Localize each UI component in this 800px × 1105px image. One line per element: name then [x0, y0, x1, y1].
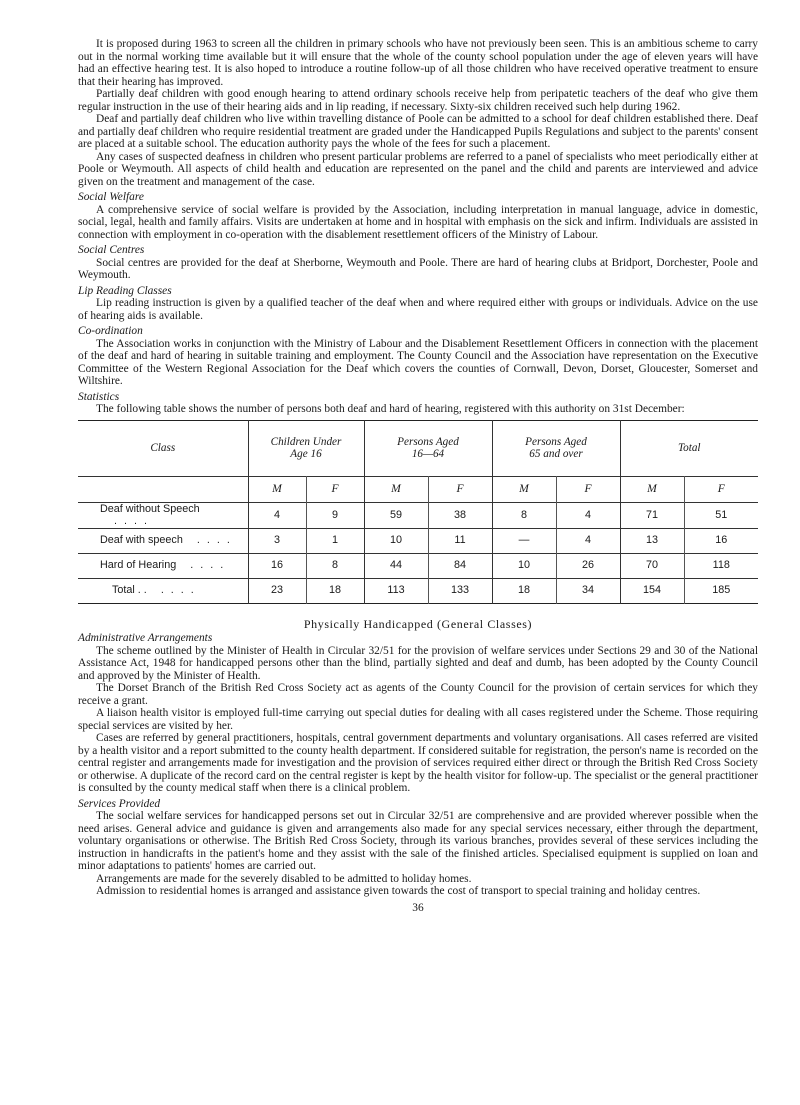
row-label — [78, 578, 248, 603]
table-cell: 16 — [684, 528, 758, 553]
sub-header-m: M — [492, 476, 556, 502]
row-label — [78, 553, 248, 578]
table-cell: 71 — [620, 502, 684, 528]
paragraph: The following table shows the number of persons both deaf and hard of hearing, registered with this authority on 31st December: — [96, 403, 685, 415]
sub-header-m: M — [364, 476, 428, 502]
table-cell: 18 — [306, 578, 364, 603]
paragraph: Social centres are provided for the deaf at Sherborne, Weymouth and Poole. There are hard of hearing clubs at Bridport, Dorchester, Poole and Weymouth. — [78, 256, 758, 281]
section-heading-physically-handicapped: Physically Handicapped (General Classes) — [303, 616, 533, 631]
table-cell: 18 — [492, 578, 556, 603]
sub-header-m: M — [248, 476, 306, 502]
table-cell: 51 — [684, 502, 758, 528]
row-label-text: Total . . — [112, 584, 147, 597]
header-line: 16—64 — [411, 448, 445, 460]
leader-dots: . . . . — [114, 515, 149, 527]
table-cell: 23 — [248, 578, 306, 603]
table-row — [78, 502, 758, 528]
table-cell: 10 — [364, 528, 428, 553]
column-header-65-over — [492, 420, 620, 476]
table-cell: 59 — [364, 502, 428, 528]
paragraph: A comprehensive service of social welfare is provided by the Association, including interpretation in manual language, advice in domestic, social, legal, health and family affairs. Visits are undertaken at home and in hospital with emphasis on the sick and infirm. Individuals are assisted in connection with employment in co-operation with the disablement resettlement officers of the Ministry of Labour. — [78, 203, 758, 241]
table-cell: 185 — [684, 578, 758, 603]
column-header-total: Total — [620, 420, 758, 476]
table-cell: 8 — [306, 553, 364, 578]
page-number: 36 — [412, 901, 424, 914]
sub-header-m: M — [620, 476, 684, 502]
row-label — [78, 528, 248, 553]
table-row — [78, 528, 758, 553]
row-label-text: Deaf with speech — [100, 534, 183, 547]
row-label — [78, 502, 248, 528]
table-cell: 13 — [620, 528, 684, 553]
paragraph: A liaison health visitor is employed full-time carrying out special duties for dealing with all cases registered under the Scheme. Those requiring special services are visited by her. — [78, 707, 758, 732]
table-cell: 4 — [248, 502, 306, 528]
sub-header-f: F — [556, 476, 620, 502]
table-cell: — — [492, 528, 556, 553]
paragraph: The Association works in conjunction with the Ministry of Labour and the Disablement Resettlement Officers in connection with the placement of the deaf and hard of hearing in suitable training and employment. The County Council and the Association have representation on the Executive Committee of the Western Regional Association for the Deaf which covers the counties of Cornwall, Devon, Dorset, Gloucester, Somerset and Wiltshire. — [78, 337, 758, 387]
paragraph: The Dorset Branch of the British Red Cross Society act as agents of the County Council for the provision of certain services for which they receive a grant. — [78, 682, 758, 707]
table-cell: 44 — [364, 553, 428, 578]
section-heading-statistics: Statistics — [78, 390, 120, 403]
table-cell: 154 — [620, 578, 684, 603]
table-cell: 84 — [428, 553, 492, 578]
table-cell: 16 — [248, 553, 306, 578]
header-line: 65 and over — [529, 448, 583, 460]
column-header-under-16 — [248, 420, 364, 476]
header-line: Persons Aged — [397, 436, 459, 448]
table-cell: 4 — [556, 528, 620, 553]
section-heading-social-centres: Social Centres — [78, 244, 145, 256]
sub-header-f: F — [428, 476, 492, 502]
section-heading-social-welfare: Social Welfare — [78, 191, 144, 203]
paragraph: Any cases of suspected deafness in children who present particular problems are referred to a panel of specialists who meet periodically either at Poole or Weymouth. All aspects of child health and education are represented on the panel and the child and parents are interviewed and advice given on the treatment and management of the case. — [78, 150, 758, 188]
leader-dots: . . . . — [160, 584, 196, 597]
header-line: Children Under — [270, 436, 342, 448]
statistics-table — [78, 420, 758, 604]
paragraph: Deaf and partially deaf children who live within travelling distance of Poole can be admitted to a school for deaf children established there. Deaf and partially deaf children who require residential treatment are graded under the Handicapped Pupils Regulations and subject to the parents' consent are placed at a suitable school. The education authority pays the whole of the fees for such a placement. — [78, 113, 758, 150]
empty-cell — [78, 476, 248, 502]
row-label-text: Hard of Hearing — [100, 559, 177, 572]
table-cell: 113 — [364, 578, 428, 603]
table-cell: 38 — [428, 502, 492, 528]
table-cell: 1 — [306, 528, 364, 553]
sub-header-f: F — [684, 476, 758, 502]
sub-header-f: F — [306, 476, 364, 502]
paragraph: The scheme outlined by the Minister of Health in Circular 32/51 for the provision of welfare services under Sections 29 and 30 of the National Assistance Act, 1948 for handicapped persons other than the blind, partially sighted and deaf and dumb, has been adopted by the County Council and approved by the Minister of Health. — [78, 644, 758, 682]
leader-dots: . . . . — [190, 559, 226, 572]
paragraph: Lip reading instruction is given by a qualified teacher of the deaf when and where required either with groups or individuals. Advice on the use of hearing aids is available. — [78, 297, 758, 322]
row-label-text: Deaf without Speech — [100, 502, 200, 515]
table-cell: 4 — [556, 502, 620, 528]
sub-heading-services: Services Provided — [78, 797, 161, 810]
table-cell: 10 — [492, 553, 556, 578]
table-cell: 8 — [492, 502, 556, 528]
table-cell: 34 — [556, 578, 620, 603]
paragraph: Admission to residential homes is arranged and assistance given towards the cost of transport to special training and holiday centres. — [96, 885, 701, 897]
paragraph: Cases are referred by general practitioners, hospitals, central government departments and voluntary organisations. All cases referred are visited by a health visitor and a report submitted to the county health department. If considered suitable for registration, the person's name is recorded on the central register and arrangements made for investigation and the provision of services required either direct or through the British Red Cross Society or otherwise. A duplicate of the record card on the central register is kept by the health visitor for follow-up. The specialist or the general practitioner is consulted by the county medical staff when there is a clinical problem. — [78, 732, 758, 794]
table-row-total — [78, 578, 758, 603]
column-header-16-64 — [364, 420, 492, 476]
column-header-class: Class — [150, 442, 176, 454]
table-cell: 118 — [684, 553, 758, 578]
table-cell: 26 — [556, 553, 620, 578]
paragraph: It is proposed during 1963 to screen all the children in primary schools who have not previously been seen. This is an ambitious scheme to carry out in the normal working time available but it will ensure that the whole of the county school population under the age of eleven years will have had an effective hearing test. It is also hoped to introduce a routine follow-up of all those children who have received operative treatment to ensure that their hearing has improved. — [78, 38, 758, 88]
table-cell: 3 — [248, 528, 306, 553]
paragraph: Arrangements are made for the severely disabled to be admitted to holiday homes. — [96, 872, 472, 885]
table-cell: 133 — [428, 578, 492, 603]
leader-dots: . . . . — [196, 534, 232, 547]
table-row — [78, 553, 758, 578]
header-line: Persons Aged — [525, 436, 587, 448]
paragraph: The social welfare services for handicapped persons set out in Circular 32/51 are comprehensive and are provided wherever possible when the need arises. General advice and guidance is given and arrangements also made for any special services necessary, either through the department, voluntary organisations or otherwise. The British Red Cross Society, through its various branches, provides several of these services including the instruction in handicrafts in the patient's home and they assist with the sale of the finished articles. Specialised equipment is supplied on loan and minor adaptations to patients' homes are carried out. — [78, 810, 758, 872]
table-cell: 9 — [306, 502, 364, 528]
table-cell: 11 — [428, 528, 492, 553]
section-heading-lip-reading: Lip Reading Classes — [78, 284, 172, 297]
sub-heading-administrative: Administrative Arrangements — [78, 632, 213, 644]
header-line: Age 16 — [290, 448, 322, 460]
paragraph: Partially deaf children with good enough hearing to attend ordinary schools receive help from peripatetic teachers of the deaf who give them regular instruction in the use of their hearing aids and in lip reading, if necessary. Sixty-six children received such help during 1962. — [78, 88, 758, 113]
section-heading-coordination: Co-ordination — [78, 325, 143, 337]
table-cell: 70 — [620, 553, 684, 578]
